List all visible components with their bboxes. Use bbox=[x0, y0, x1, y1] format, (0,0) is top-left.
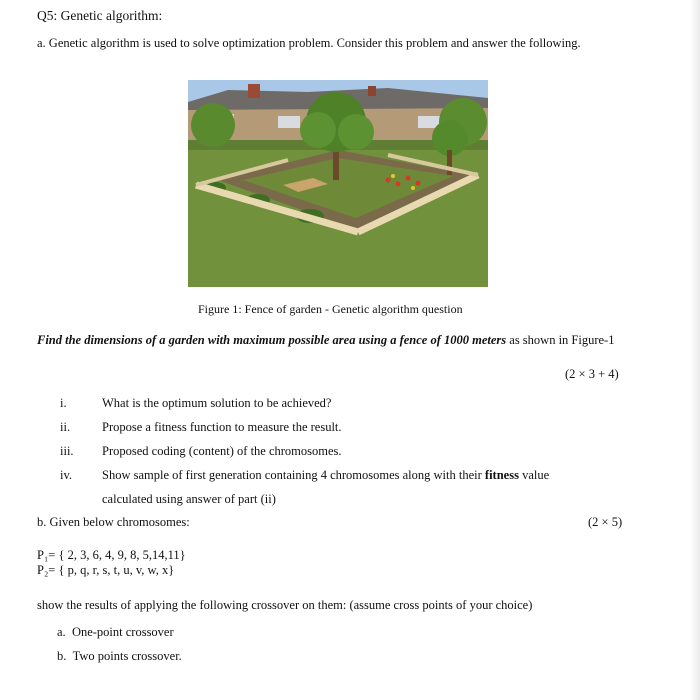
sub-question-text: Propose a fitness function to measure the result. bbox=[102, 420, 342, 434]
part-a-intro: a. Genetic algorithm is used to solve optimization problem. Consider this problem and answer the following. bbox=[37, 36, 581, 50]
question-heading: Q5: Genetic algorithm: bbox=[37, 8, 163, 23]
garden-fence-figure bbox=[188, 80, 488, 287]
fitness-bold: fitness bbox=[484, 468, 519, 482]
page-edge-shadow bbox=[690, 0, 700, 700]
chromosome-p1 bbox=[37, 548, 186, 563]
crossover-option bbox=[57, 625, 174, 640]
option-label: b. bbox=[57, 649, 67, 663]
sub-question-text: Proposed coding (content) of the chromosomes. bbox=[102, 444, 342, 458]
find-statement-bold: Find the dimensions of a garden with maximum possible area using a fence of 1000 meters bbox=[37, 333, 507, 347]
option-text: Two points crossover. bbox=[72, 649, 182, 663]
sub-question-number: iv. bbox=[60, 468, 73, 482]
find-statement-rest: as shown in Figure-1 bbox=[506, 333, 615, 347]
sub-question-text bbox=[102, 468, 549, 483]
crossover-option bbox=[57, 649, 182, 664]
sub-question-number: i. bbox=[60, 396, 67, 410]
part-a-marks: (2 × 3 + 4) bbox=[565, 367, 619, 381]
part-b-intro: b. Given below chromosomes: bbox=[37, 515, 190, 529]
chromosome-p2-label: P₂= bbox=[37, 563, 56, 577]
sub-question-text: What is the optimum solution to be achieved? bbox=[102, 396, 332, 410]
sub-question-text-part: value bbox=[518, 468, 550, 482]
part-b-marks: (2 × 5) bbox=[588, 515, 623, 529]
crossover-instruction: show the results of applying the following crossover on them: (assume cross points of your choice) bbox=[37, 598, 533, 612]
figure-caption: Figure 1: Fence of garden - Genetic algorithm question bbox=[198, 302, 463, 316]
chromosome-p1-genes: { 2, 3, 6, 4, 9, 8, 5,14,11} bbox=[55, 548, 186, 562]
chromosome-p1-label: P₁= bbox=[37, 548, 56, 562]
garden-illustration bbox=[188, 80, 488, 287]
sub-question-number: ii. bbox=[60, 420, 71, 434]
option-label: a. bbox=[57, 625, 66, 639]
sub-question-number: iii. bbox=[60, 444, 74, 458]
find-statement bbox=[37, 332, 657, 348]
sub-question-continuation: calculated using answer of part (ii) bbox=[102, 492, 276, 506]
option-text: One-point crossover bbox=[71, 625, 174, 639]
chromosome-p2 bbox=[37, 563, 174, 578]
chromosome-p2-genes: { p, q, r, s, t, u, v, w, x} bbox=[55, 563, 175, 577]
sub-question-text-part: Show sample of first generation containing 4 chromosomes along with their bbox=[102, 468, 485, 482]
